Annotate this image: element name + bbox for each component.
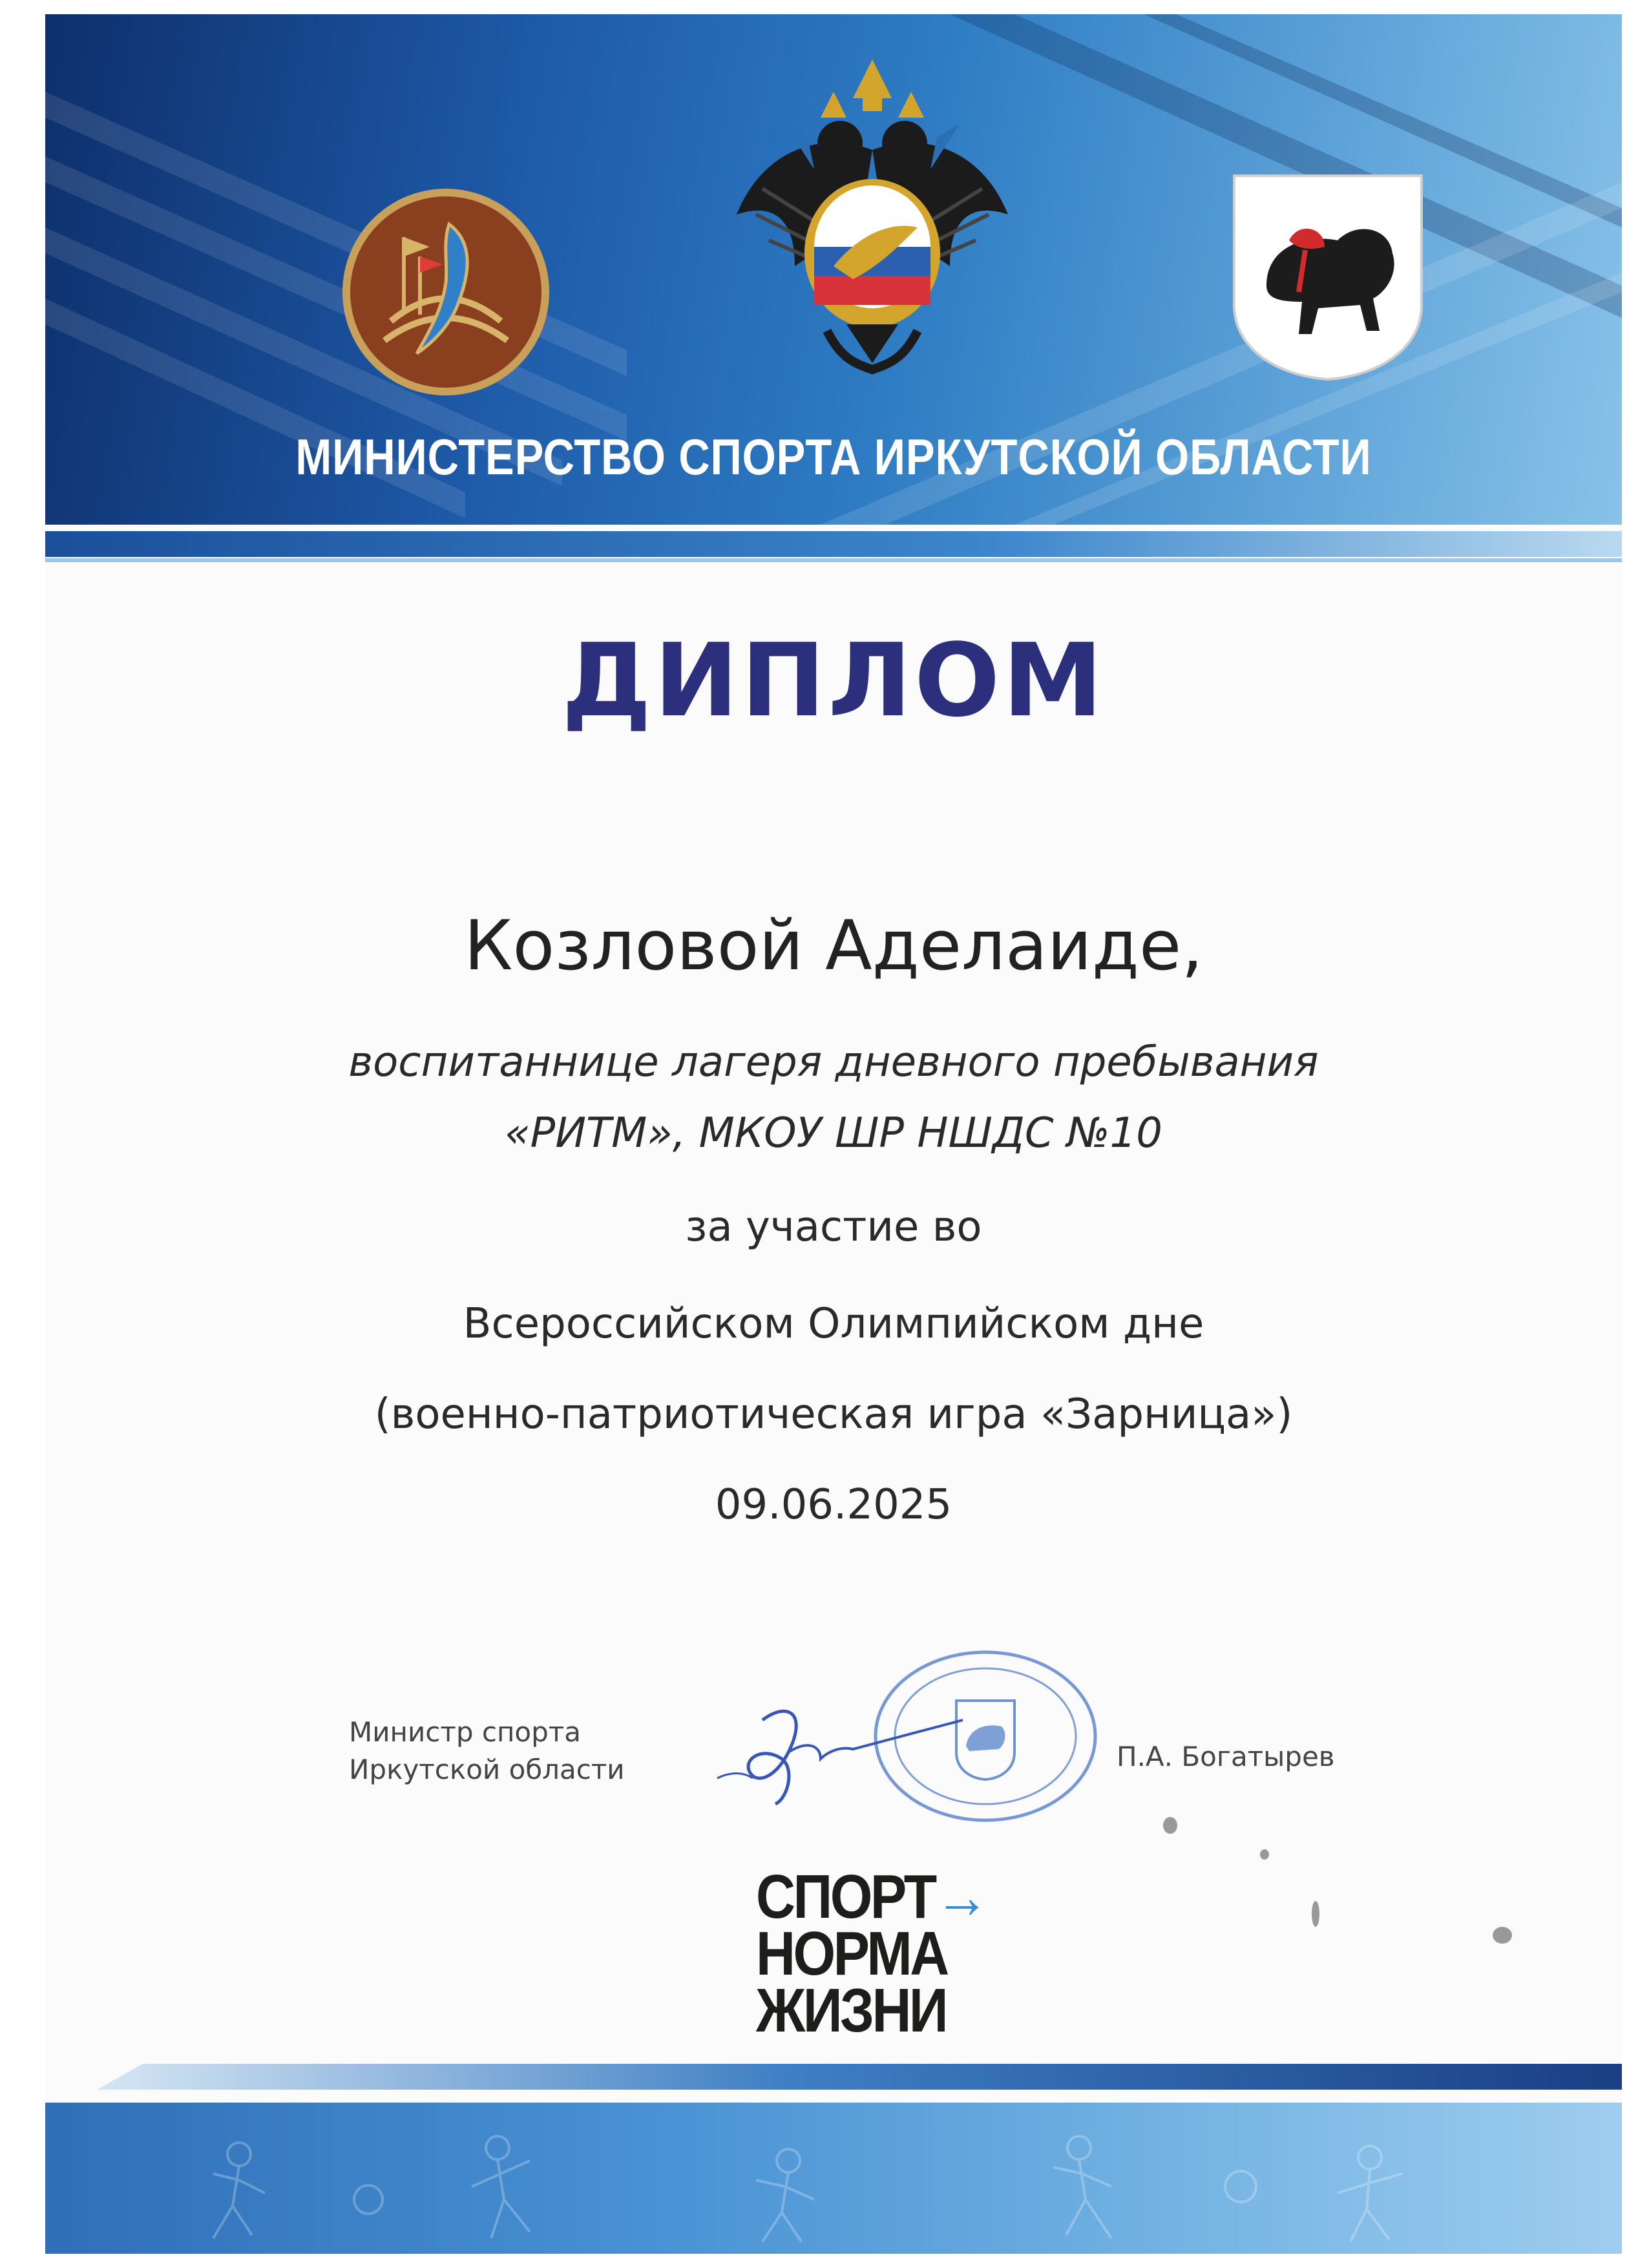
diploma-sheet <box>45 14 1622 2254</box>
award-date: 09.06.2025 <box>715 1481 952 1529</box>
signer-position <box>349 1714 625 1789</box>
paper-speck <box>1493 1927 1512 1944</box>
signer-name: П.А. Богатырев <box>1117 1741 1335 1772</box>
handwritten-signature <box>691 1675 969 1823</box>
description-line-1: воспитаннице лагеря дневного пребывания <box>348 1038 1319 1086</box>
reason-line-1: за участие во <box>685 1203 982 1251</box>
regional-sport-emblem <box>339 185 552 399</box>
sport-slogan <box>756 1862 995 2045</box>
slogan-line-3: ЖИЗНИ <box>756 1976 947 2045</box>
slogan-line-1: СПОРТ <box>756 1862 935 1931</box>
header-underline <box>45 531 1622 557</box>
footer-stripe <box>97 2064 1622 2090</box>
russian-eagle-sport-emblem <box>724 53 1021 389</box>
slogan-line-2: НОРМА <box>756 1919 947 1988</box>
recipient-name: Козловой Аделаиде, <box>464 906 1203 985</box>
paper-speck <box>1312 1901 1319 1927</box>
footer-band <box>45 2103 1622 2254</box>
diploma-title: ДИПЛОМ <box>562 622 1106 739</box>
signer-position-line-2: Иркутской области <box>349 1754 625 1785</box>
header-band <box>45 14 1622 525</box>
header-underline-thin <box>45 558 1622 562</box>
ministry-title: МИНИСТЕРСТВО СПОРТА ИРКУТСКОЙ ОБЛАСТИ <box>295 428 1372 485</box>
signer-position-line-1: Министр спорта <box>349 1716 581 1748</box>
footer-athlete-silhouettes <box>45 2103 1622 2254</box>
reason-line-2: Всероссийском Олимпийском дне <box>463 1300 1204 1348</box>
arrow-right-icon: → <box>934 1862 987 1931</box>
paper-speck <box>1260 1849 1269 1860</box>
reason-line-3: (военно-патриотическая игра «Зарница») <box>374 1391 1293 1438</box>
description-line-2: «РИТМ», МКОУ ШР НШДС №10 <box>505 1109 1162 1157</box>
irkutsk-coat-of-arms <box>1228 169 1428 383</box>
paper-speck <box>1163 1817 1177 1834</box>
